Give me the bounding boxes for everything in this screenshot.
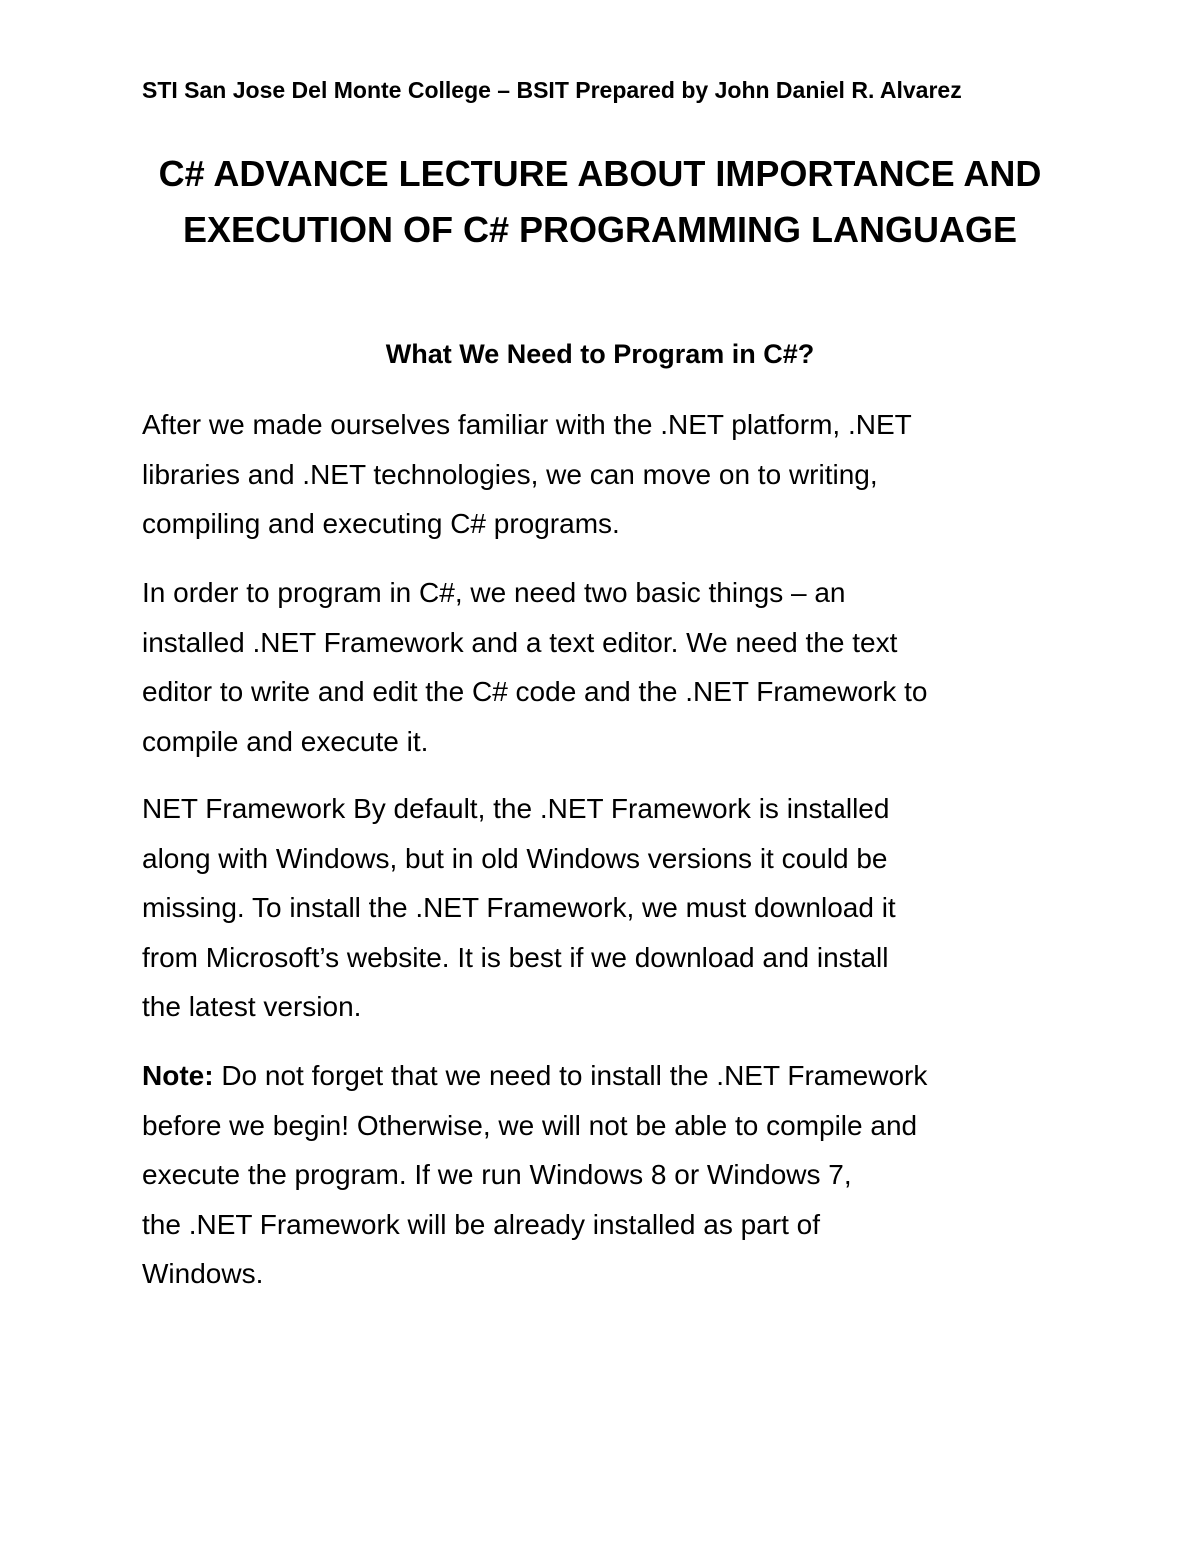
- paragraph-line: compile and execute it.: [142, 725, 429, 757]
- paragraph-line: installed .NET Framework and a text editor. We need the text: [142, 626, 898, 658]
- paragraph-line: After we made ourselves familiar with the .NET platform, .NET: [142, 409, 912, 440]
- paragraph-line: [142, 1051, 1082, 1101]
- paragraph-line: compiling and executing C# programs.: [142, 508, 620, 539]
- document-title: [100, 146, 1100, 258]
- paragraph-line: missing. To install the .NET Framework, we must download it: [142, 892, 896, 923]
- paragraph-line: the latest version.: [142, 991, 362, 1022]
- paragraph-net-framework: [142, 784, 1082, 1032]
- paragraph-line: editor to write and edit the C# code and the .NET Framework to: [142, 676, 928, 707]
- paragraph-line: NET Framework By default, the .NET Framework is installed: [142, 793, 890, 824]
- paragraph-line: execute the program. If we run Windows 8 or Windows 7,: [142, 1159, 852, 1190]
- paragraph-line: In order to program in C#, we need two basic things – an: [142, 577, 846, 608]
- paragraph-line: the .NET Framework will be already installed as part of: [142, 1208, 820, 1240]
- note-label: Note:: [142, 1060, 214, 1091]
- paragraph-note: [142, 1051, 1082, 1299]
- paragraph-line: along with Windows, but in old Windows versions it could be: [142, 842, 888, 874]
- paragraph-line: before we begin! Otherwise, we will not be able to compile and: [142, 1109, 918, 1141]
- paragraph-requirements: [142, 568, 1082, 766]
- paragraph-line: libraries and .NET technologies, we can move on to writing,: [142, 458, 878, 490]
- note-text: Do not forget that we need to install the .NET Framework: [213, 1060, 928, 1091]
- title-line: EXECUTION OF C# PROGRAMMING LANGUAGE: [182, 209, 1018, 250]
- page-header: STI San Jose Del Monte College – BSIT Prepared by John Daniel R. Alvarez: [142, 77, 962, 103]
- section-heading: What We Need to Program in C#?: [385, 339, 815, 369]
- title-line: C# ADVANCE LECTURE ABOUT IMPORTANCE AND: [158, 153, 1042, 194]
- paragraph-line: Windows.: [142, 1258, 264, 1289]
- paragraph-line: from Microsoft’s website. It is best if we download and install: [142, 941, 889, 973]
- paragraph-intro: [142, 400, 1082, 549]
